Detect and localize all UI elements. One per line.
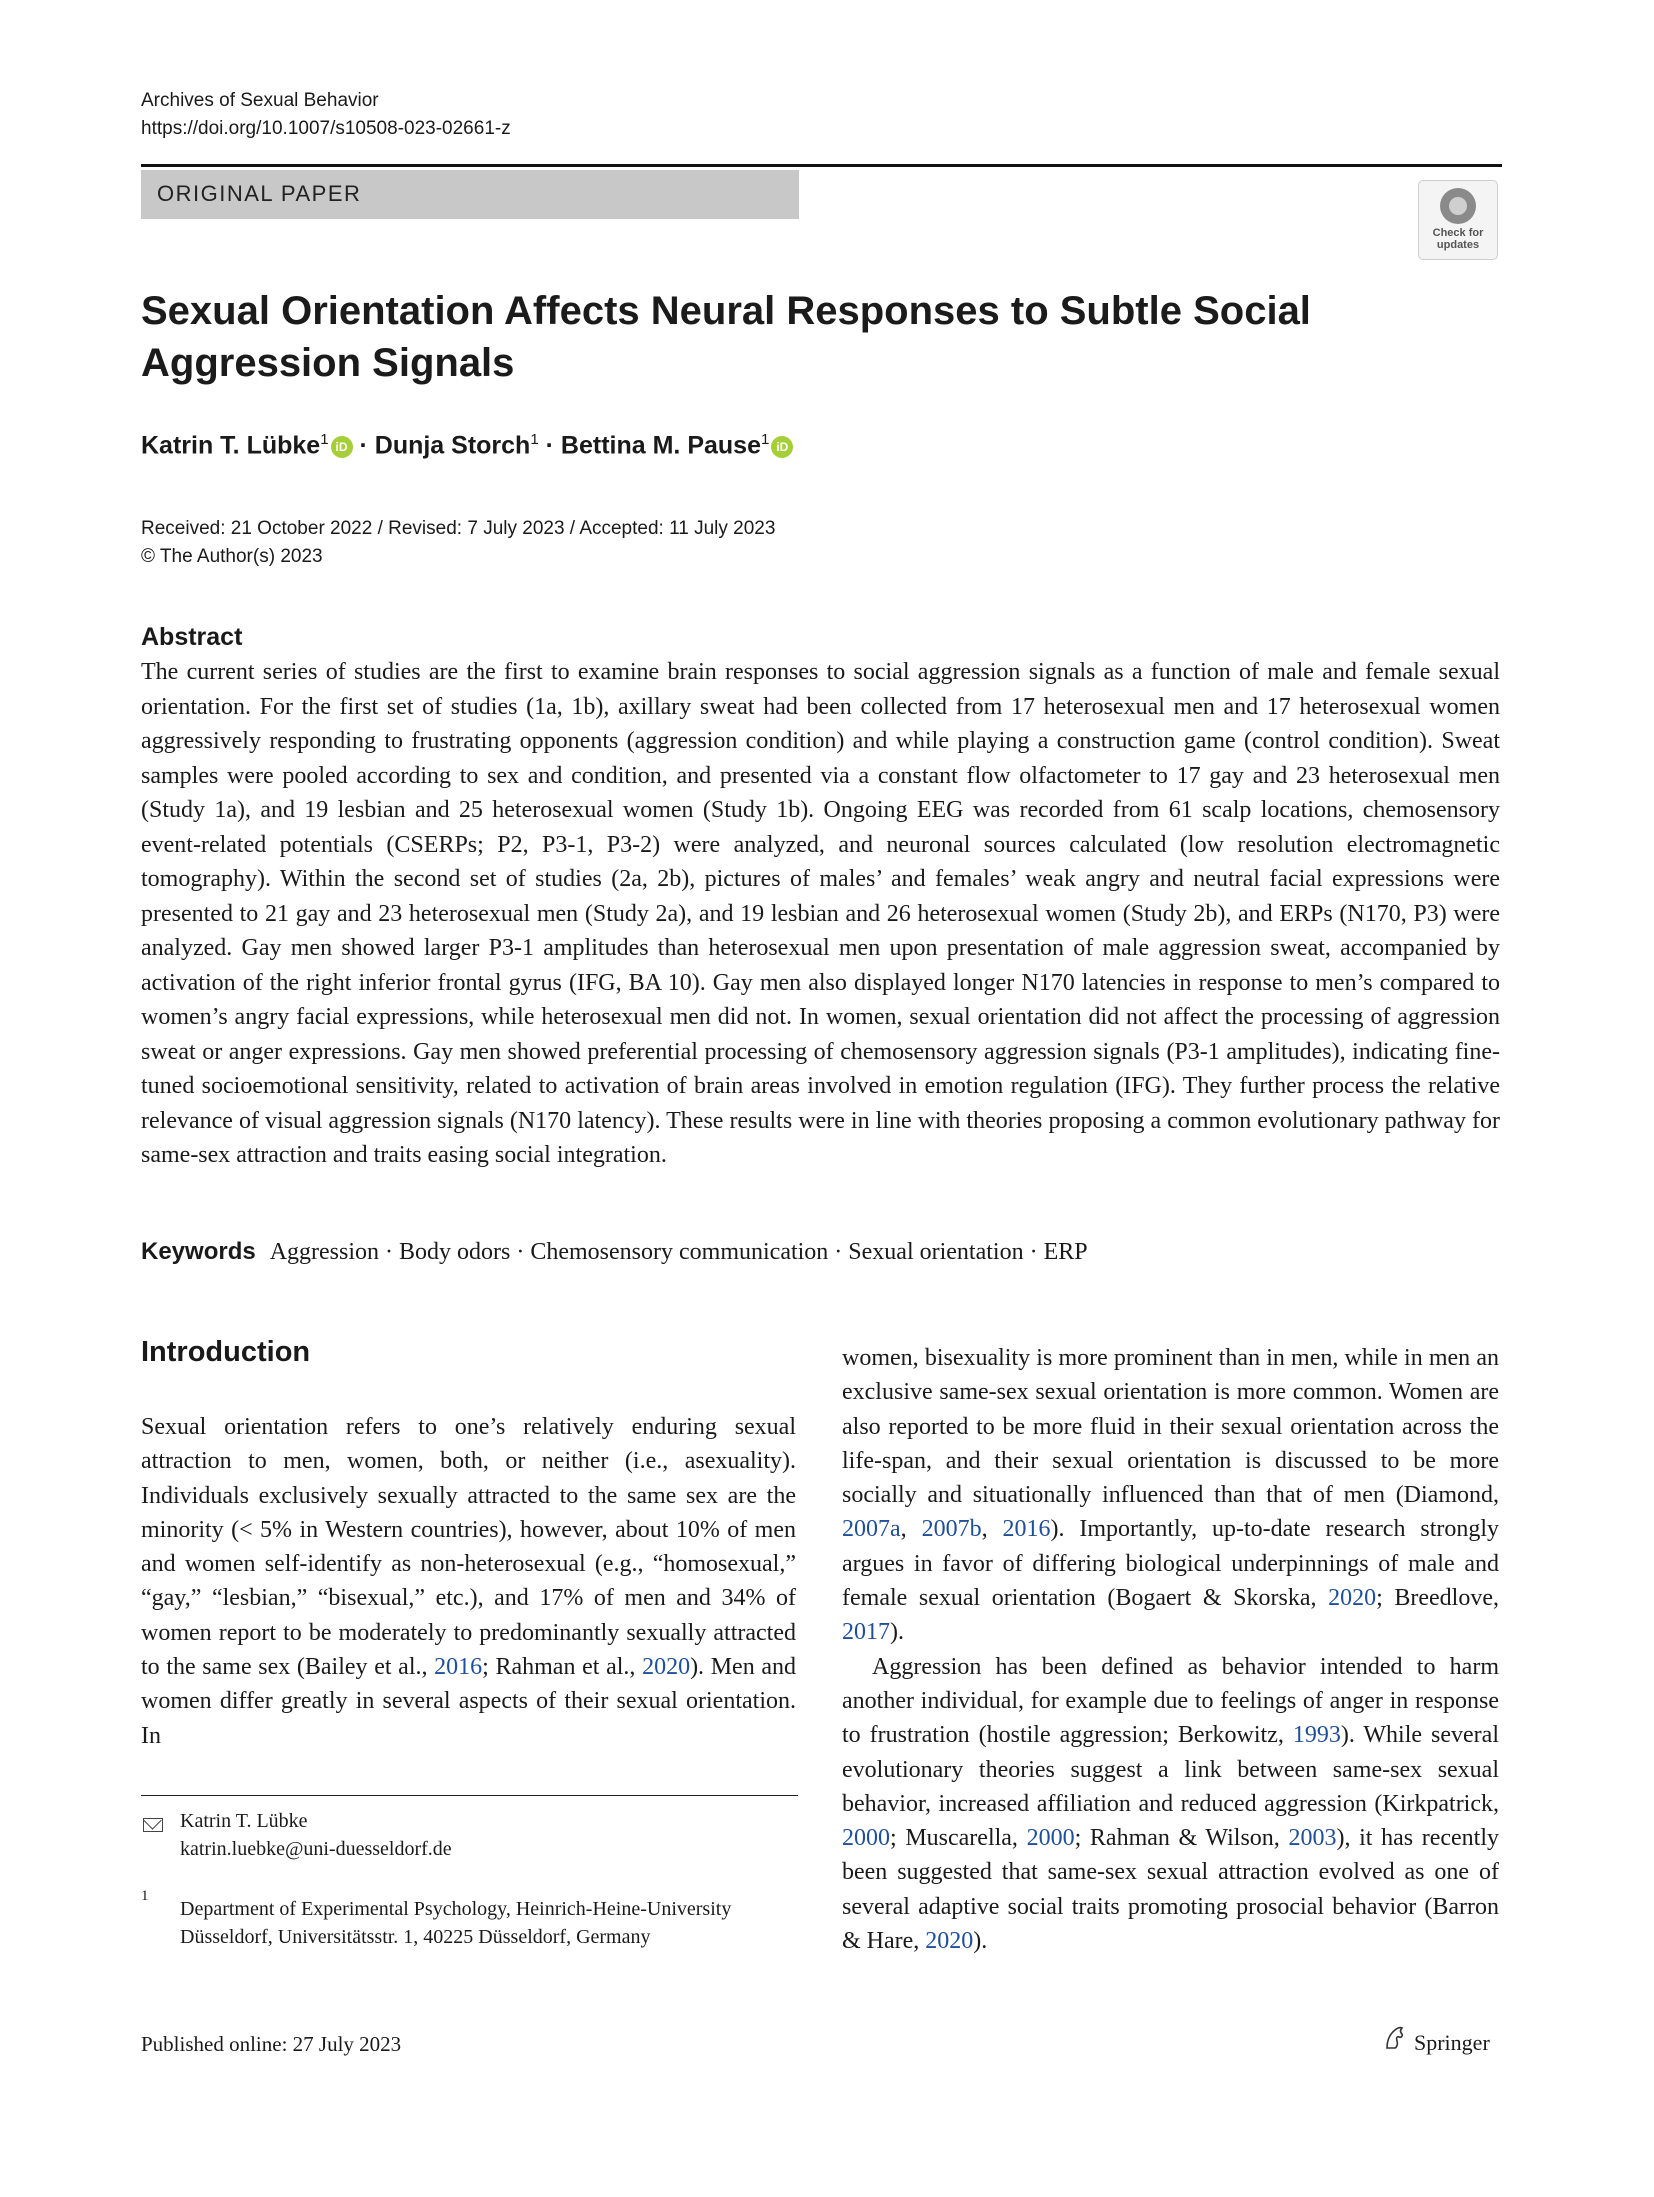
body-text: ; Breedlove, xyxy=(1376,1585,1499,1612)
author-affiliation-mark: 1 xyxy=(320,431,329,448)
body-text: , xyxy=(981,1516,1003,1543)
keywords-label: Keywords xyxy=(141,1238,256,1265)
footnote-rule xyxy=(141,1795,798,1796)
journal-name: Archives of Sexual Behavior xyxy=(141,90,379,111)
envelope-icon xyxy=(143,1818,163,1832)
author-name[interactable]: Katrin T. Lübke xyxy=(141,431,321,460)
affiliation-text: Department of Experimental Psychology, Heinrich-Heine-University Düsseldorf, Universitätsstr. 1, 40225 Düsseldorf, Germany xyxy=(180,1898,732,1948)
citation-link[interactable]: 2020 xyxy=(1328,1585,1377,1612)
citation-link[interactable]: 2007a xyxy=(842,1516,901,1543)
body-text: ). xyxy=(973,1928,988,1955)
body-column-right xyxy=(842,1341,1499,1958)
paragraph xyxy=(842,1341,1499,1650)
check-updates-icon xyxy=(1440,188,1476,224)
keywords-line xyxy=(141,1238,1501,1266)
header-rule xyxy=(141,164,1502,167)
body-text: ; Rahman & Wilson, xyxy=(1074,1825,1289,1852)
published-online: Published online: 27 July 2023 xyxy=(141,2032,402,2056)
citation-link[interactable]: 2000 xyxy=(1026,1825,1075,1852)
springer-horse-icon xyxy=(1381,2024,1409,2052)
paper-type-label: ORIGINAL PAPER xyxy=(157,181,362,206)
author-name[interactable]: Dunja Storch xyxy=(374,431,531,460)
body-text: , xyxy=(900,1516,922,1543)
citation-link[interactable]: 2016 xyxy=(434,1654,483,1681)
author-separator: · xyxy=(545,431,554,460)
citation-link[interactable]: 2017 xyxy=(842,1619,890,1646)
copyright-notice: © The Author(s) 2023 xyxy=(141,546,323,567)
body-text: women, bisexuality is more prominent than in men, while in men an exclusive same-sex sexual orientation is more common. Women are also reported to be more fluid in their sexual orientation across the life-span, and their sexual orientation is discussed to be more socially and situationally influenced than that of men (Diamond, xyxy=(842,1345,1499,1509)
author-list xyxy=(141,431,793,460)
affiliation-number: 1 xyxy=(141,1888,149,1904)
paragraph xyxy=(141,1410,796,1753)
body-text: ). Men and women differ greatly in several aspects of their sexual orientation. In xyxy=(141,1654,797,1749)
paragraph xyxy=(842,1650,1499,1959)
citation-link[interactable]: 2003 xyxy=(1288,1825,1337,1852)
doi-link[interactable]: https://doi.org/10.1007/s10508-023-02661-z xyxy=(141,118,511,139)
body-text: ). xyxy=(890,1619,904,1646)
body-text: ). While several evolutionary theories suggest a link between same-sex sexual behavior, increased affiliation and reduced aggression (Kirkpatrick, xyxy=(842,1722,1499,1817)
citation-link[interactable]: 2000 xyxy=(842,1825,890,1852)
body-text: ; Rahman et al., xyxy=(482,1654,643,1681)
body-text: ; Muscarella, xyxy=(890,1825,1027,1852)
orcid-icon[interactable]: iD xyxy=(331,436,353,458)
keywords-list: Aggression · Body odors · Chemosensory communication · Sexual orientation · ERP xyxy=(269,1239,1088,1265)
corresponding-author-email[interactable]: katrin.luebke@uni-duesseldorf.de xyxy=(180,1838,452,1860)
check-updates-label: Check for updates xyxy=(1432,227,1484,251)
introduction-heading: Introduction xyxy=(141,1336,311,1368)
citation-link[interactable]: 2020 xyxy=(642,1654,691,1681)
citation-link[interactable]: 2020 xyxy=(925,1928,974,1955)
abstract-heading: Abstract xyxy=(141,623,243,651)
author-separator: · xyxy=(359,431,368,460)
citation-link[interactable]: 1993 xyxy=(1292,1722,1341,1749)
article-dates: Received: 21 October 2022 / Revised: 7 July 2023 / Accepted: 11 July 2023 xyxy=(141,518,776,539)
author-affiliation-mark: 1 xyxy=(530,431,539,448)
author-affiliation-mark: 1 xyxy=(760,431,770,448)
orcid-icon[interactable]: iD xyxy=(771,436,793,458)
article-title: Sexual Orientation Affects Neural Responses to Subtle Social Aggression Signals xyxy=(141,289,1311,385)
check-for-updates-badge[interactable] xyxy=(1418,180,1498,260)
abstract-text: The current series of studies are the first to examine brain responses to social aggression signals as a function of male and female sexual orientation. For the first set of studies (1a, 1b), axillary sweat had been collected from 17 heterosexual men and 17 heterosexual women aggressively responding to frustrating opponents (aggression condition) and while playing a construction game (control condition). Sweat samples were pooled according to sex and condition, and presented via a constant flow olfactometer to 17 gay and 23 heterosexual men (Study 1a), and 19 lesbian and 25 heterosexual women (Study 1b). Ongoing EEG was recorded from 61 scalp locations, chemosensory event-related potentials (CSERPs; P2, P3-1, P3-2) were analyzed, and neuronal sources calculated (low resolution electromagnetic tomography). Within the second set of studies (2a, 2b), pictures of males’ and females’ weak angry and neutral facial expressions were presented to 21 gay and 23 heterosexual men (Study 2a), and 19 lesbian and 26 heterosexual women (Study 2b), and ERPs (N170, P3) were analyzed. Gay men showed larger P3-1 amplitudes than heterosexual men upon presentation of male aggression sweat, accompanied by activation of the right inferior frontal gyrus (IFG, BA 10). Gay men also displayed longer N170 latencies in response to men’s compared to women’s angry facial expressions, while heterosexual men did not. In women, sexual orientation did not affect the processing of aggression sweat or anger expressions. Gay men showed preferential processing of chemosensory aggression signals (P3-1 amplitudes), indicating fine-tuned socioemotional sensitivity, related to activation of brain areas involved in emotion regulation (IFG). They further process the relative relevance of visual aggression signals (N170 latency). These results were in line with theories proposing a common evolutionary pathway for same-sex attraction and traits easing social integration. xyxy=(141,659,1500,1168)
body-text: Aggression has been defined as behavior intended to harm another individual, for example due to feelings of anger in response to frustration (hostile aggression; Berkowitz, xyxy=(842,1653,1499,1749)
body-text: ). Importantly, up-to-date research strongly argues in favor of differing biological underpinnings of male and female sexual orientation (Bogaert & Skorska, xyxy=(842,1516,1500,1612)
body-column-left xyxy=(141,1410,796,1753)
author-name[interactable]: Bettina M. Pause xyxy=(560,431,761,460)
citation-link[interactable]: 2007b xyxy=(921,1516,982,1543)
body-text: Sexual orientation refers to one’s relatively enduring sexual attraction to men, women, both, or neither (i.e., asexuality). Individuals exclusively sexually attracted to the same sex are the minority (< 5% in Western countries), however, about 10% of men and women self-identify as non-heterosexual (e.g., “homosexual,” “gay,” “lesbian,” “bisexual,” etc.), and 17% of men and 34% of women report to be moderately to predominantly sexually attracted to the same sex (Bailey et al., xyxy=(141,1414,796,1681)
citation-link[interactable]: 2016 xyxy=(1002,1516,1051,1543)
publisher-name: Springer xyxy=(1414,2030,1490,2055)
corresponding-author-name: Katrin T. Lübke xyxy=(180,1810,308,1832)
body-text: ), it has recently been suggested that same-sex sexual attraction evolved as one of several adaptive social traits promoting prosocial behavior (Barron & Hare, xyxy=(842,1825,1500,1955)
